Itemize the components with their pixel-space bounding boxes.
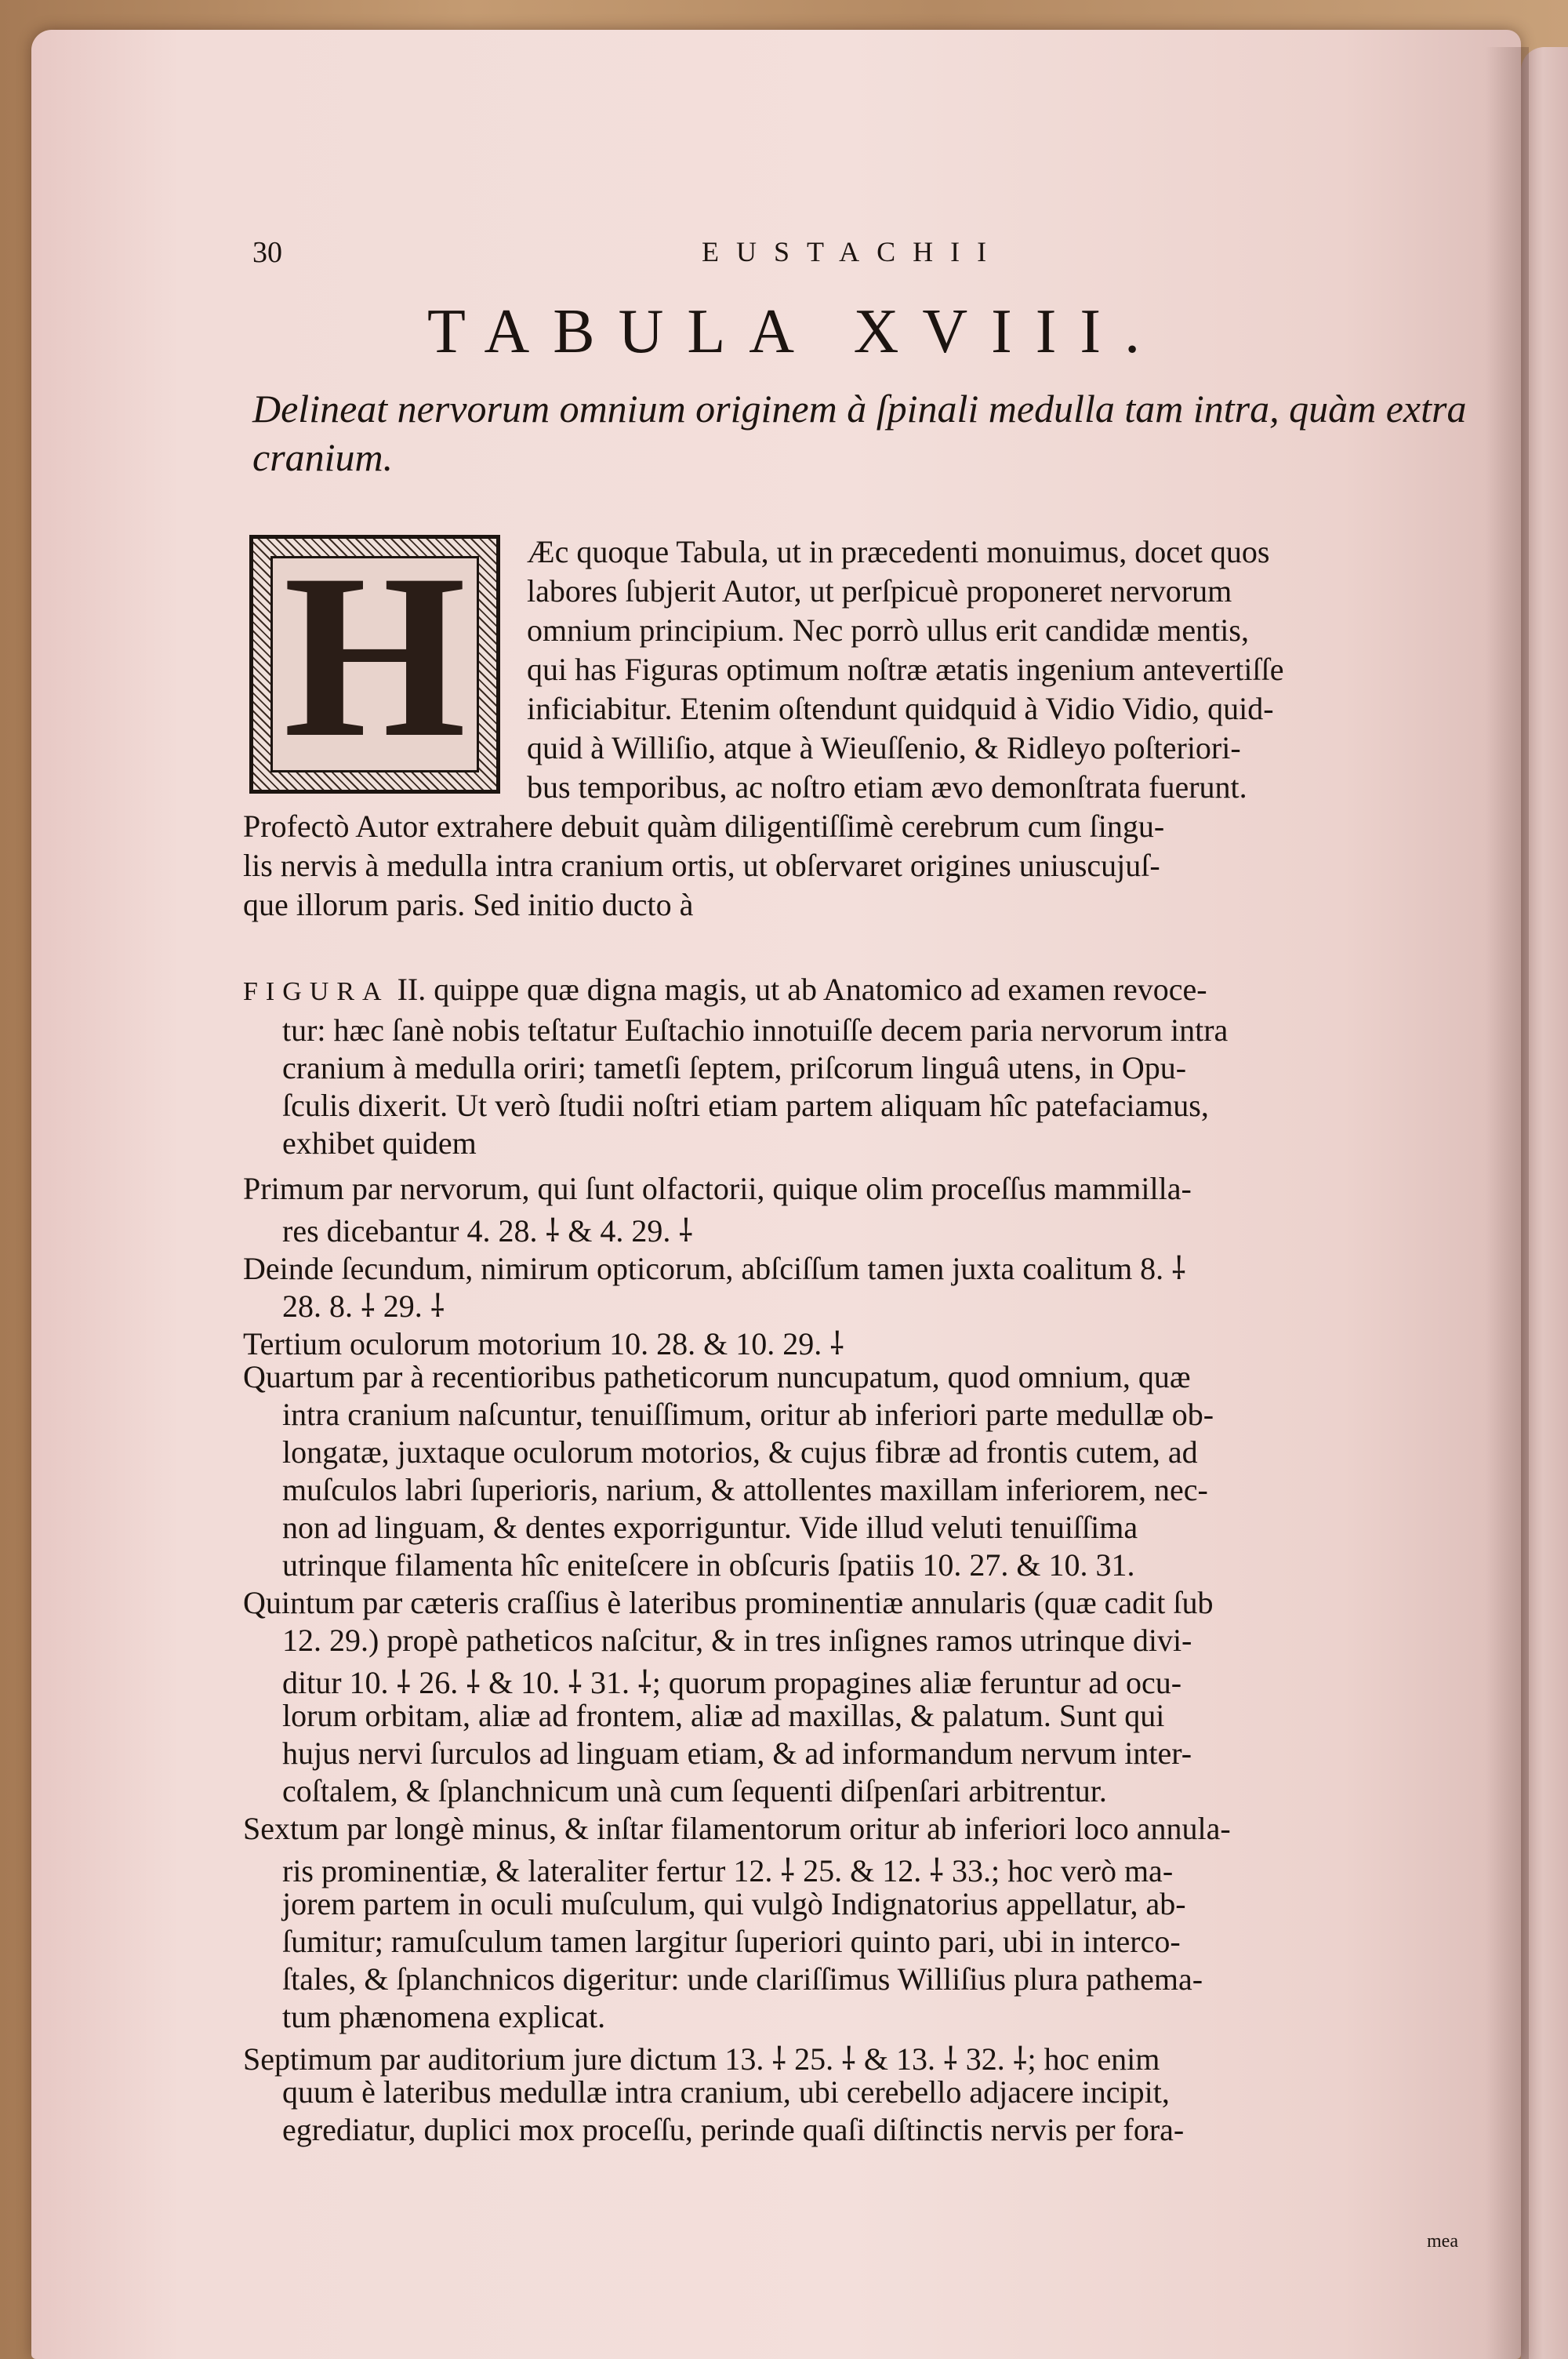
paragraph-1-line: inficiabitur. Etenim oſtendunt quidquid à Vidio Vidio, quid- [527, 691, 1274, 726]
entry-line: ris prominentiæ, & lateraliter fertur 12. ⸸ 25. & 12. ⸸ 33.; hoc verò ma- [282, 1853, 1174, 1888]
catchword: mea [1427, 2231, 1458, 2252]
paragraph-1-line: Æc quoque Tabula, ut in præcedenti monuimus, docet quos [527, 534, 1270, 569]
page-subtitle: Delineat nervorum omnium originem à ſpinali medulla tam intra, quàm extra cranium. [252, 387, 1467, 479]
paragraph-1-cont-line: lis nervis à medulla intra cranium ortis, ut obſervaret origines uniuscujuſ- [243, 848, 1160, 883]
paragraph-1-line: bus temporibus, ac noſtro etiam ævo demonſtrata fuerunt. [527, 769, 1247, 805]
decorated-initial-frame [270, 525, 479, 786]
entry-first-line: Primum par nervorum, qui ſunt olfactorii, quique olim proceſſus mammilla- [243, 1171, 1192, 1206]
entry-line: jorem partem in oculi muſculum, qui vulgò Indignatorius appellatur, ab- [282, 1886, 1186, 1921]
paragraph-1-line: quid à Williſio, atque à Wieuſſenio, & Ridleyo poſteriori- [527, 730, 1241, 765]
paragraph-2-line: cranium à medulla oriri; tametſi ſeptem, priſcorum linguâ utens, in Opu- [282, 1050, 1187, 1085]
entry-line: coſtalem, & ſplanchnicum unà cum ſequenti diſpenſari arbitrentur. [282, 1773, 1107, 1808]
entry-first-line: Sextum par longè minus, & inſtar filamentorum oritur ab inferiori loco annula- [243, 1811, 1231, 1846]
decorated-initial-letter: H [283, 525, 466, 786]
paragraph-1-line: qui has Figuras optimum noſtræ ætatis ingenium antevertiſſe [527, 652, 1284, 687]
entry-line: muſculos labri ſuperioris, narium, & attollentes maxillam inferiorem, nec- [282, 1472, 1208, 1507]
paragraph-2-line: exhibet quidem [282, 1125, 477, 1161]
entry-line: non ad linguam, & dentes exporriguntur. Vide illud veluti tenuiſſima [282, 1510, 1138, 1545]
entry-line: hujus nervi ſurculos ad linguam etiam, & ad informandum nervum inter- [282, 1736, 1192, 1771]
entry-line: 28. 8. ⸸ 29. ⸸ [282, 1289, 445, 1324]
paragraph-1-cont-line: que illorum paris. Sed initio ducto à [243, 887, 694, 922]
paragraph-1-line: labores ſubjerit Autor, ut perſpicuè proponeret nervorum [527, 573, 1232, 609]
entry-first-line: Tertium oculorum motorium 10. 28. & 10. 29. ⸸ [243, 1326, 845, 1361]
page-number: 30 [252, 236, 282, 269]
paragraph-2-line: ſculis dixerit. Ut verò ſtudii noſtri etiam partem aliquam hîc patefaciamus, [282, 1088, 1209, 1123]
entry-first-line: Septimum par auditorium jure dictum 13. ⸸ 25. ⸸ & 13. ⸸ 32. ⸸; hoc enim [243, 2041, 1160, 2077]
entry-line: tum phænomena explicat. [282, 1999, 606, 2034]
entry-line: ditur 10. ⸸ 26. ⸸ & 10. ⸸ 31. ⸸; quorum propagines aliæ feruntur ad ocu- [282, 1665, 1182, 1700]
entry-line: egrediatur, duplici mox proceſſu, perinde quaſi diſtinctis nervis per fora- [282, 2112, 1185, 2147]
page-title: TABULA XVIII. [427, 297, 1164, 366]
paragraph-1-line: omnium principium. Nec porrò ullus erit candidæ mentis, [527, 612, 1249, 648]
running-head: EUSTACHII [702, 236, 1004, 267]
entry-line: res dicebantur 4. 28. ⸸ & 4. 29. ⸸ [282, 1213, 694, 1249]
entry-line: ſtales, & ſplanchnicos digeritur: unde clariſſimus Williſius plura pathema- [282, 1961, 1203, 1997]
page-gutter-shadow [1486, 47, 1529, 2359]
entry-line: intra cranium naſcuntur, tenuiſſimum, oritur ab inferiori parte medullæ ob- [282, 1397, 1214, 1432]
figura-label: FIGURA [243, 977, 390, 1006]
decorated-initial [249, 525, 500, 794]
figura-first-line: II. quippe quæ digna magis, ut ab Anatomico ad examen revoce- [397, 972, 1207, 1007]
paragraph-1-cont-line: Profectò Autor extrahere debuit quàm diligentiſſimè cerebrum cum ſingu- [243, 809, 1165, 844]
figura-line [243, 971, 1207, 1008]
entry-first-line: Quintum par cæteris craſſius è lateribus prominentiæ annularis (quæ cadit ſub [243, 1585, 1214, 1620]
entry-line: quum è lateribus medullæ intra cranium, ubi cerebello adjacere incipit, [282, 2074, 1170, 2110]
entry-line: lorum orbitam, aliæ ad frontem, aliæ ad maxillas, & palatum. Sunt qui [282, 1698, 1165, 1733]
entry-line: longatæ, juxtaque oculorum motorios, & cujus fibræ ad frontis cutem, ad [282, 1434, 1198, 1470]
entry-first-line: Deinde ſecundum, nimirum opticorum, abſciſſum tamen juxta coalitum 8. ⸸ [243, 1251, 1186, 1286]
entry-line: utrinque filamenta hîc eniteſcere in obſcuris ſpatiis 10. 27. & 10. 31. [282, 1547, 1135, 1583]
entry-first-line: Quartum par à recentioribus patheticorum nuncupatum, quod omnium, quæ [243, 1359, 1191, 1394]
paragraph-2-line: tur: hæc ſanè nobis teſtatur Euſtachio innotuiſſe decem paria nervorum intra [282, 1012, 1229, 1048]
entry-line: ſumitur; ramuſculum tamen largitur ſuperiori quinto pari, ubi in interco- [282, 1924, 1181, 1959]
entry-line: 12. 29.) propè patheticos naſcitur, & in tres inſignes ramos utrinque divi- [282, 1623, 1192, 1658]
